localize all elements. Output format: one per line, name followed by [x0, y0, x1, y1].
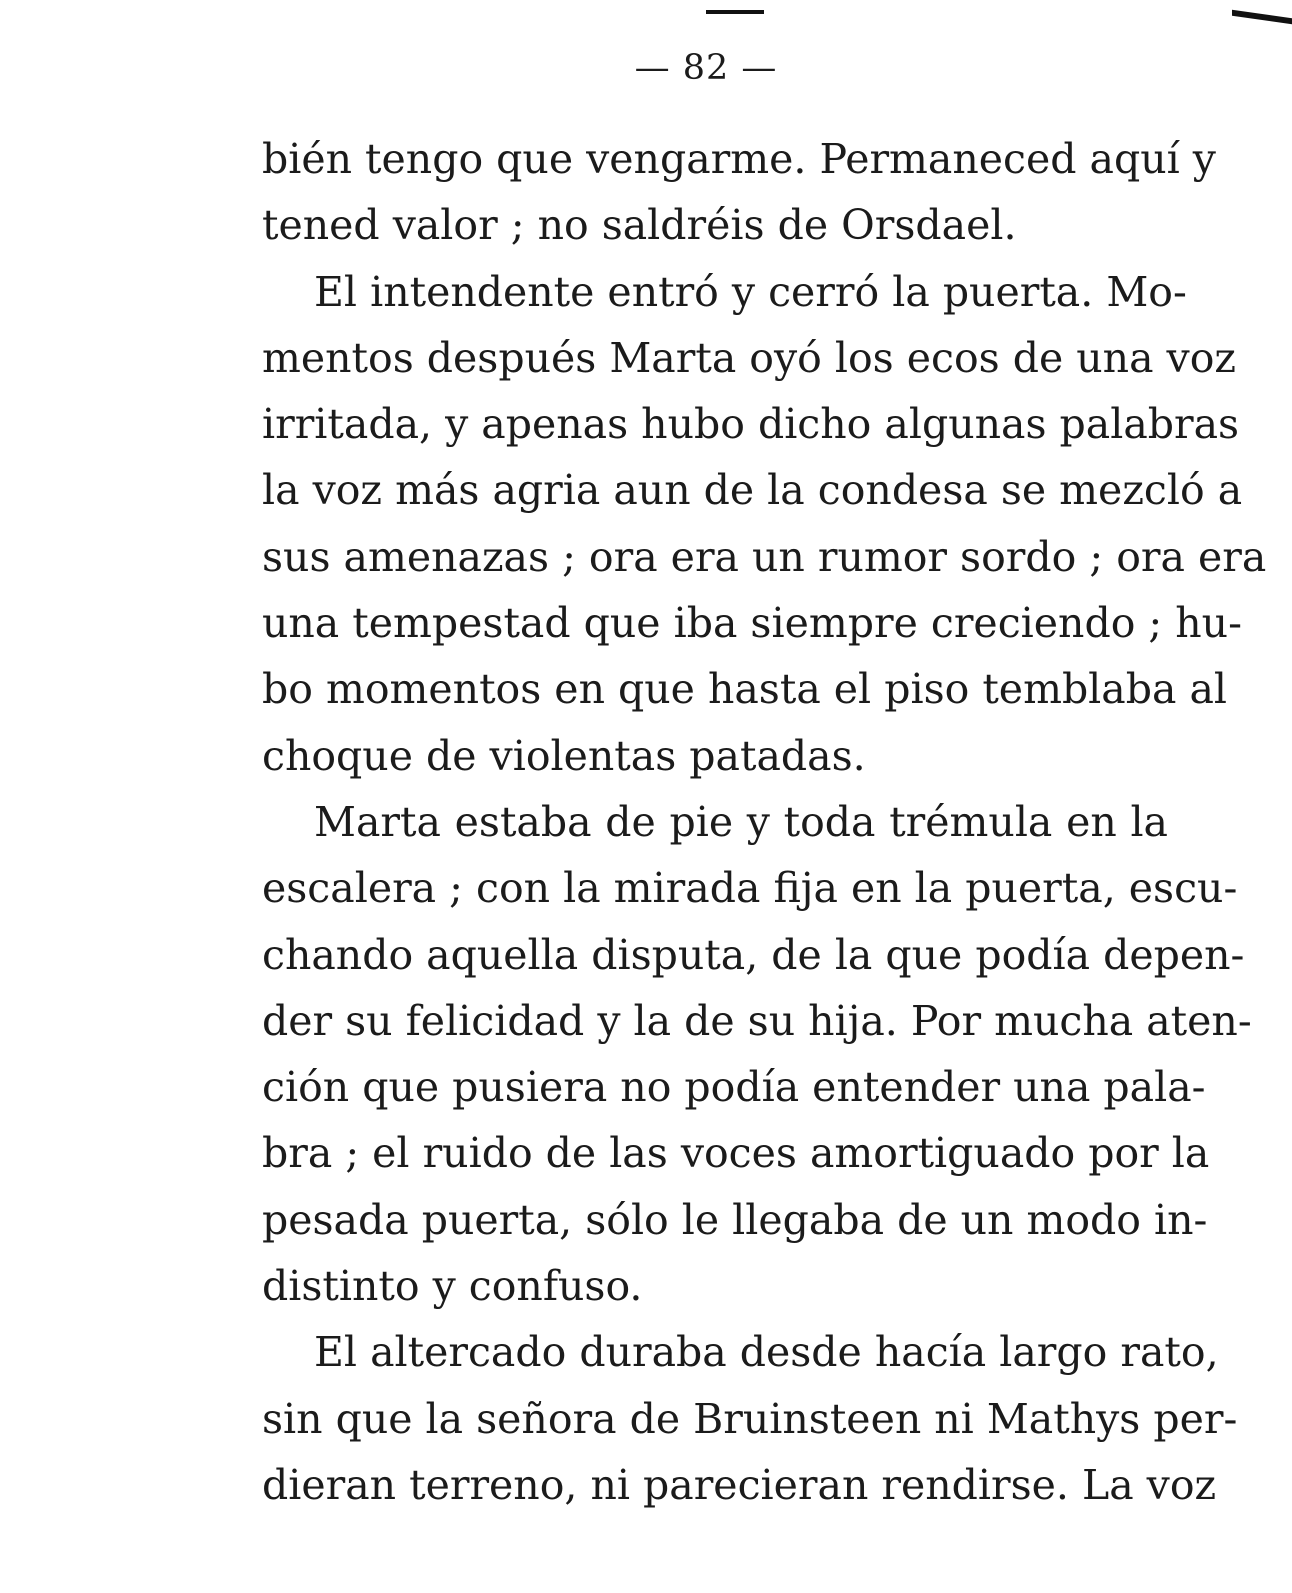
text-line: bién tengo que vengarme. Permaneced aquí y — [262, 135, 1216, 183]
text-line: la voz más agria aun de la condesa se mezcló a — [262, 466, 1243, 515]
text-line: escalera ; con la mirada fija en la puerta, escu- — [262, 864, 1238, 913]
text-line: sin que la señora de Bruinsteen ni Mathys per- — [262, 1394, 1238, 1443]
scan-mark-top — [706, 10, 764, 14]
page-number: — 82 — — [634, 48, 778, 88]
text-line: Marta estaba de pie y toda trémula en la — [314, 797, 1168, 846]
text-line: mentos después Marta oyó los ecos de una voz — [262, 333, 1236, 382]
text-line: bo momentos en que hasta el piso temblaba al — [262, 665, 1228, 714]
text-line: choque de violentas patadas. — [262, 731, 866, 780]
text-line: tened valor ; no saldréis de Orsdael. — [262, 201, 1017, 250]
text-line: bra ; el ruido de las voces amortiguado por la — [262, 1129, 1210, 1178]
text-line: der su felicidad y la de su hija. Por mucha aten- — [262, 996, 1252, 1045]
text-line: sus amenazas ; ora era un rumor sordo ; ora era — [262, 532, 1267, 581]
text-line: chando aquella disputa, de la que podía depen- — [262, 930, 1245, 979]
text-line: El intendente entró y cerró la puerta. Mo- — [314, 267, 1187, 316]
text-line: irritada, y apenas hubo dicho algunas palabras — [262, 400, 1240, 449]
scan-mark-corner — [1232, 10, 1292, 24]
text-line: pesada puerta, sólo le llegaba de un modo in- — [262, 1195, 1208, 1244]
body-text — [262, 126, 1267, 1518]
text-line: ción que pusiera no podía entender una pala- — [262, 1063, 1206, 1112]
text-line: distinto y confuso. — [262, 1262, 643, 1311]
text-line: dieran terreno, ni parecieran rendirse. La voz — [262, 1460, 1217, 1509]
text-line: una tempestad que iba siempre creciendo ; hu- — [262, 599, 1242, 648]
text-line: El altercado duraba desde hacía largo rato, — [314, 1328, 1219, 1377]
